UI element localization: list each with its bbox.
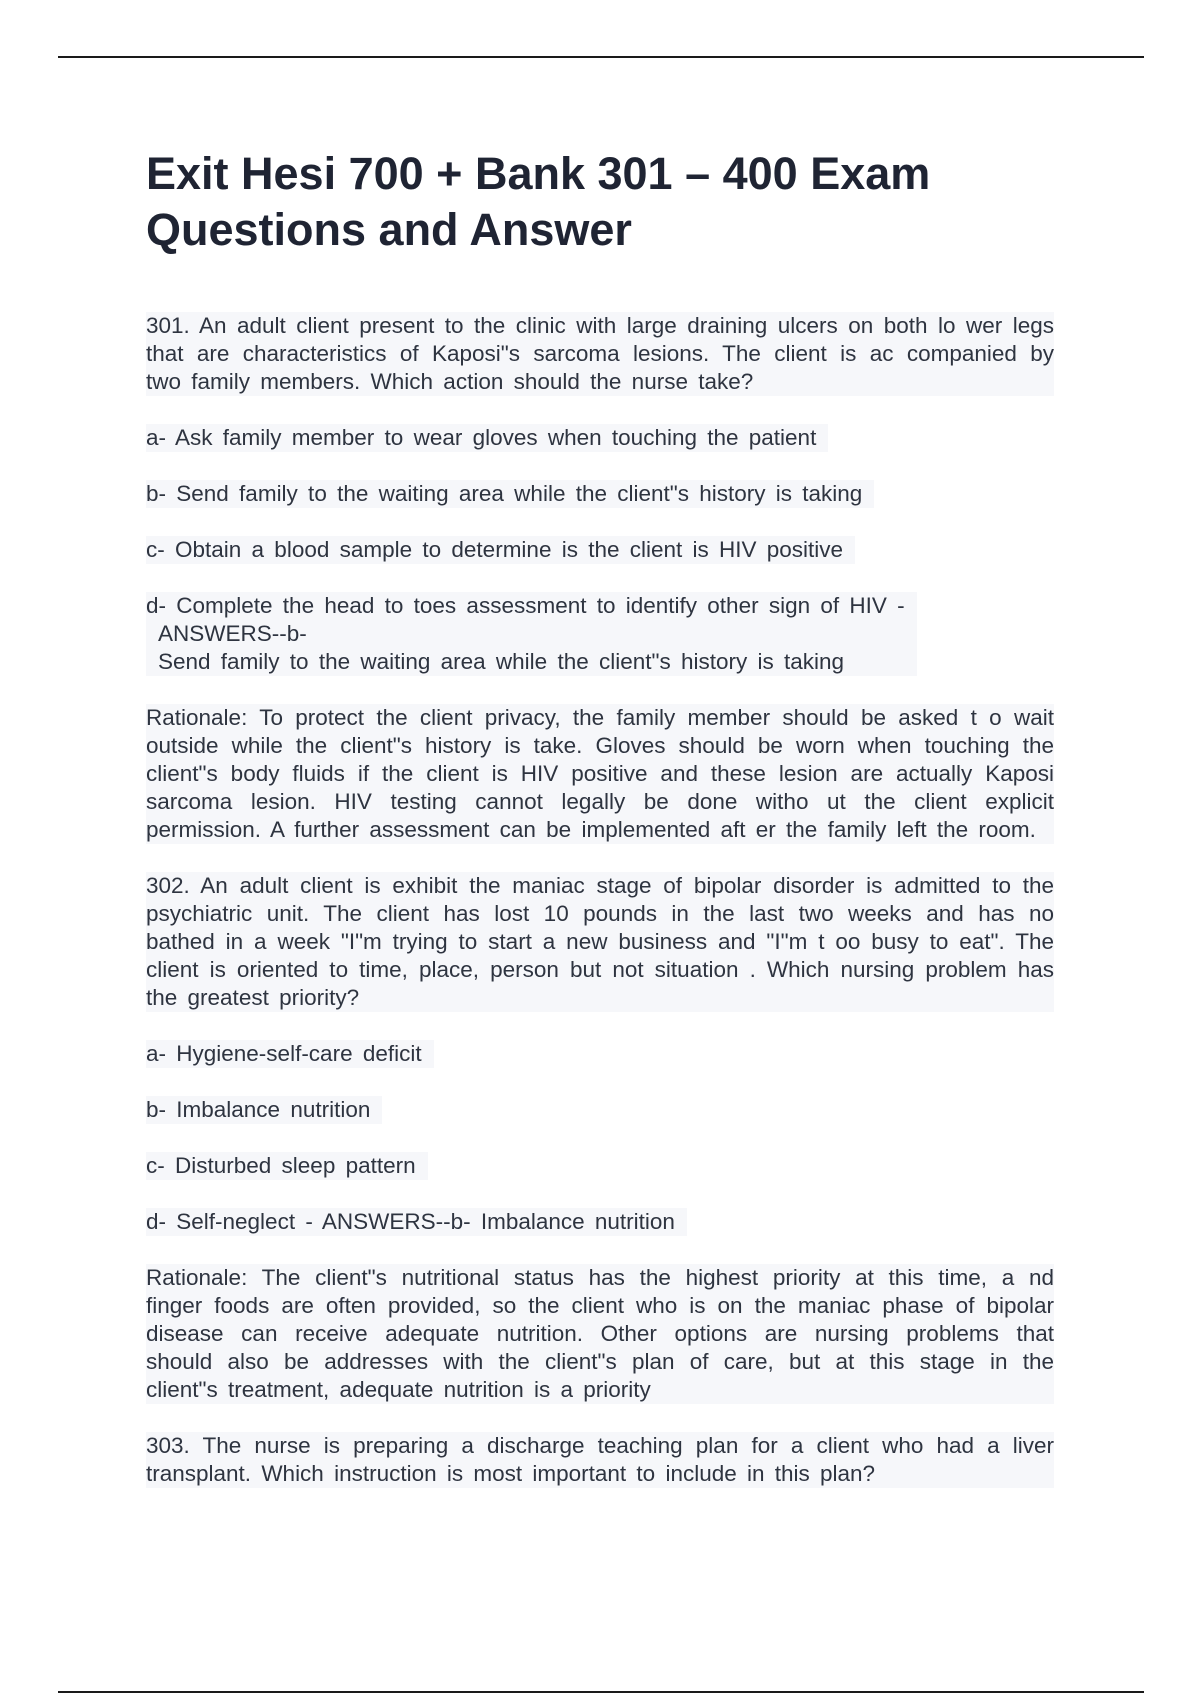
question-302-option-d-with-answer: d- Self-neglect - ANSWERS--b- Imbalance nutrition (146, 1208, 687, 1236)
question-302-stem: 302. An adult client is exhibit the maniac stage of bipolar disorder is admitted to the psychiatric unit. The client has lost 10 pounds in the last two weeks and has no bathed in a week "I"m trying to start a new business and "I"m t oo busy to eat". The client is oriented to time, place, person but not situation . Which nursing problem has the greatest priority? (146, 873, 1054, 1010)
question-302-rationale: Rationale: The client"s nutritional status has the highest priority at this time, a nd finger foods are often provided, so the client who is on the maniac phase of bipolar disease can receive adequate nutrition. Other options are nursing problems that should also be addresses with the client"s plan of care, but at this stage in the client"s treatment, adequate nutrition is a priority (146, 1265, 1054, 1402)
question-301-option-a: a- Ask family member to wear gloves when touching the patient (146, 424, 828, 452)
question-302-option-c: c- Disturbed sleep pattern (146, 1152, 428, 1180)
bottom-rule (58, 1691, 1144, 1693)
question-301-stem: 301. An adult client present to the clinic with large draining ulcers on both lo wer legs that are characteristics of Kaposi"s sarcoma lesions. The client is ac companied by two family members. Which action should the nurse take? (146, 313, 1054, 394)
question-301-answer-label: ANSWERS--b- (158, 621, 307, 646)
document-body (146, 312, 1054, 1516)
question-301-option-d: d- Complete the head to toes assessment to identify other sign of HIV - (146, 593, 905, 618)
top-rule (58, 56, 1144, 58)
question-301-answer-text: Send family to the waiting area while the client"s history is taking (158, 649, 845, 674)
document-title (146, 146, 1096, 258)
question-301-option-c: c- Obtain a blood sample to determine is the client is HIV positive (146, 536, 855, 564)
title-line-1: Exit Hesi 700 + Bank 301 – 400 Exam (146, 148, 931, 199)
question-302-option-b: b- Imbalance nutrition (146, 1096, 382, 1124)
title-line-2: Questions and Answer (146, 204, 632, 255)
question-301-rationale: Rationale: To protect the client privacy, the family member should be asked t o wait outside while the client"s history is take. Gloves should be worn when touching the client"s body fluids if the client is HIV positive and these lesion are actually Kaposi sarcoma lesion. HIV testing cannot legally be done witho ut the client explicit permission. A further assessment can be implemented aft er the family left the room. (146, 705, 1054, 842)
question-301-option-d-with-answer (146, 592, 917, 676)
question-301-option-b: b- Send family to the waiting area while the client"s history is taking (146, 480, 874, 508)
question-303-stem: 303. The nurse is preparing a discharge teaching plan for a client who had a liver transplant. Which instruction is most important to include in this plan? (146, 1433, 1054, 1486)
question-302-option-a: a- Hygiene-self-care deficit (146, 1040, 434, 1068)
